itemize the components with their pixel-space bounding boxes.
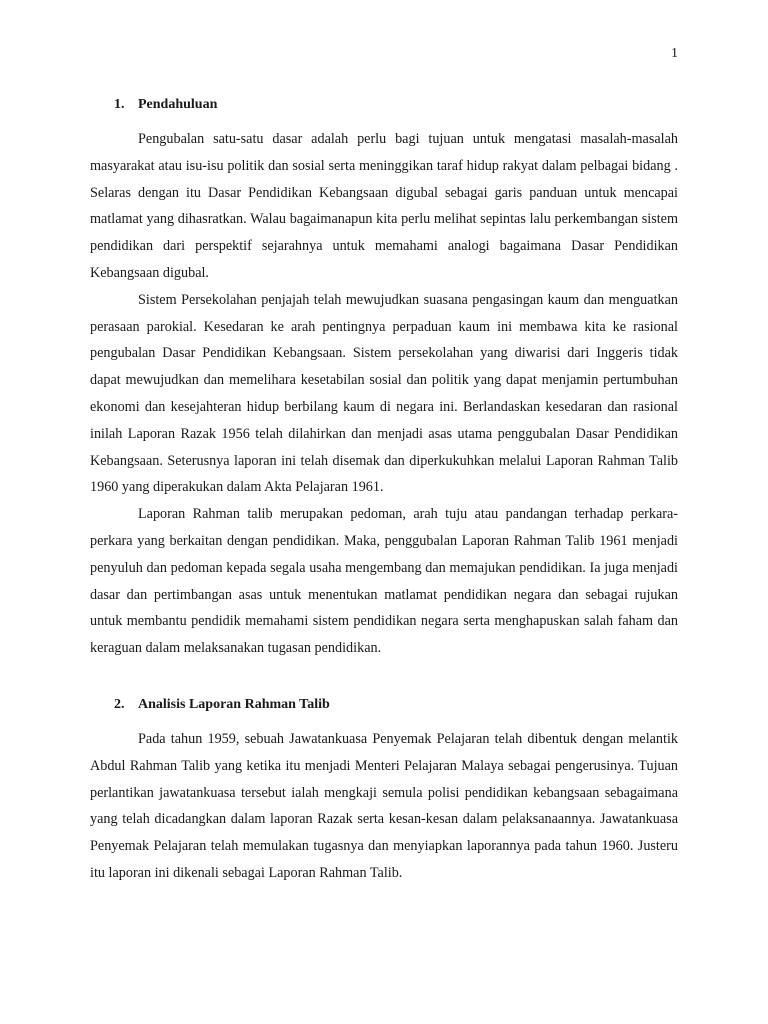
section-number: 2. — [114, 696, 125, 712]
page-number: 1 — [671, 46, 678, 61]
section-heading-pendahuluan — [114, 92, 678, 118]
paragraph: Laporan Rahman talib merupakan pedoman, arah tuju atau pandangan terhadap perkara-perkara yang berkaitan dengan pendidikan. Maka, penggubalan Laporan Rahman Talib 1961 menjadi penyuluh dan pedoman kepada segala usaha mengembang dan memajukan pendidikan. Ia juga menjadi dasar dan pertimbangan asas untuk menentukan matlamat pendidikan negara dan sebagai rujukan untuk membantu pendidik memahami sistem pendidikan negara serta menghapuskan salah faham dan keraguan dalam melaksanakan tugasan pendidikan. — [90, 506, 678, 657]
paragraph: Pada tahun 1959, sebuah Jawatankuasa Penyemak Pelajaran telah dibentuk dengan melantik Abdul Rahman Talib yang ketika itu menjadi Menteri Pelajaran Malaya sebagai pengerusinya. Tujuan perlantikan jawatankuasa tersebut ialah mengkaji semula polisi pendidikan kebangsaan sebagaimana yang telah dicadangkan dalam laporan Razak serta kesan-kesan dalam pelaksanaannya. Jawatankuasa Penyemak Pelajaran telah memulakan tugasnya dan menyiapkan laporannya pada tahun 1960. Justeru itu laporan ini dikenali sebagai Laporan Rahman Talib. — [90, 730, 678, 881]
section-title: Analisis Laporan Rahman Talib — [138, 696, 330, 712]
section-number: 1. — [114, 97, 125, 112]
paragraph: Sistem Persekolahan penjajah telah mewujudkan suasana pengasingan kaum dan menguatkan perasaan parokial. Kesedaran ke arah pentingnya perpaduan kaum ini membawa kita ke rasional pengubalan Dasar Pendidikan Kebangsaan. Sistem persekolahan yang diwarisi dari Inggeris tidak dapat mewujudkan dan memelihara kesetabilan sosial dan politik yang dapat menjamin pertumbuhan ekonomi dan kesejahteran hidup berbilang kaum di negara ini. Berlandaskan kesedaran dan rasional inilah Laporan Razak 1956 telah dilahirkan dan menjadi asas utama penggubalan Dasar Pendidikan Kebangsaan. Seterusnya laporan ini telah disemak dan diperkukuhkan melalui Laporan Rahman Talib 1960 yang diperakukan dalam Akta Pelajaran 1961. — [90, 291, 678, 496]
document-body — [90, 92, 678, 887]
section-heading-analisis — [114, 692, 678, 718]
paragraph: Pengubalan satu-satu dasar adalah perlu bagi tujuan untuk mengatasi masalah-masalah masyarakat atau isu-isu politik dan sosial serta meninggikan taraf hidup rakyat dalam pelbagai bidang . Selaras dengan itu Dasar Pendidikan Kebangsaan digubal sebagai garis panduan untuk mencapai matlamat yang dihasratkan. Walau bagaimanapun kita perlu melihat sepintas lalu perkembangan sistem pendidikan dari perspektif sejarahnya untuk memahami analogi bagaimana Dasar Pendidikan Kebangsaan digubal. — [90, 131, 678, 281]
section-title: Pendahuluan — [138, 97, 218, 112]
